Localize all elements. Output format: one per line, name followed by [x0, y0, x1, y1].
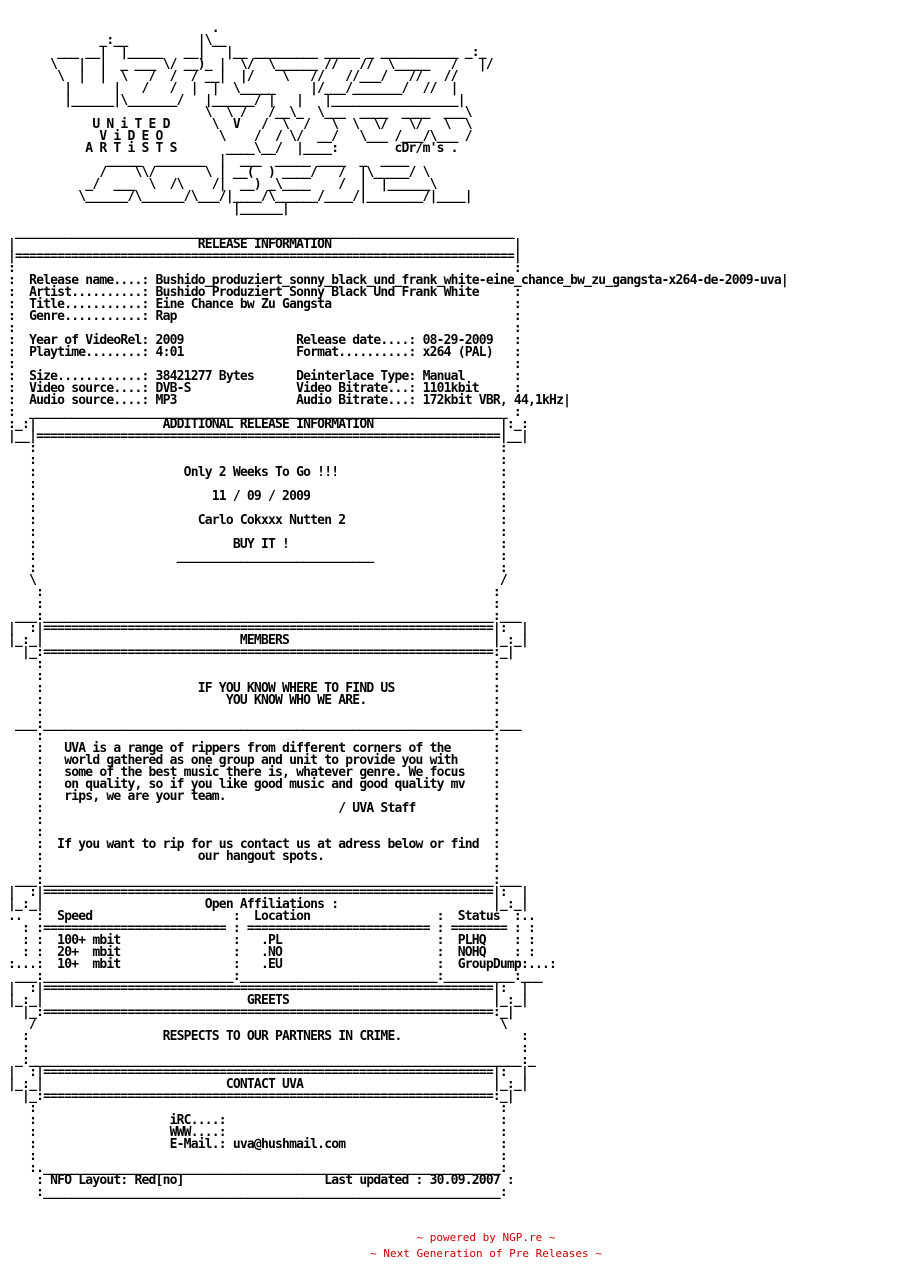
- nfo-line: |__|==================================================================|__|: [8, 429, 528, 444]
- nfo-line: : iRC....: :: [8, 1113, 507, 1128]
- nfo-line: : Carlo Cokxxx Nutten 2 :: [8, 513, 507, 528]
- nfo-line: : UVA is a range of rippers from different corners of the :: [8, 741, 500, 756]
- nfo-line: : :: [8, 453, 507, 468]
- nfo-line: ___ __| |_____ __| |__ _________ _____ _ ___________ _:_: [8, 45, 486, 60]
- nfo-line: |_:================================================================:_|: [8, 645, 514, 660]
- nfo-line: | :|================================================================|: |: [8, 885, 528, 900]
- nfo-line: : some of the best music there is, whatever genre. We focus :: [8, 765, 500, 780]
- nfo-line: : :: [8, 561, 507, 576]
- nfo-line: | :|================================================================|: |: [8, 1065, 528, 1080]
- nfo-line: : :: [8, 261, 521, 276]
- nfo-line: : Year of VideoRel: 2009 Release date....: 08-29-2009 :: [8, 333, 521, 348]
- nfo-line: ___:________________________________________________________________:___: [8, 717, 521, 732]
- nfo-line: : Only 2 Weeks To Go !!! :: [8, 465, 507, 480]
- nfo-line: : 11 / 09 / 2009 :: [8, 489, 507, 504]
- nfo-line: _/ ___ \ /\ /| __) _\____ / | |______\: [8, 177, 437, 192]
- nfo-line: : world gathered as one group and unit to provide you with :: [8, 753, 500, 768]
- nfo-line: : E-Mail.: uva@hushmail.com :: [8, 1137, 507, 1152]
- nfo-line: / \\/ \ | __( ) ____/ / |\_____/ \: [8, 165, 430, 180]
- nfo-line: : :: [8, 669, 500, 684]
- nfo-line: : :: [8, 1101, 507, 1116]
- nfo-line: / \: [8, 1017, 507, 1032]
- nfo-line: : :: [8, 861, 500, 876]
- nfo-line: : :: [8, 1041, 528, 1056]
- nfo-line: :...: 10+ mbit : .EU : GroupDump:...:: [8, 957, 557, 972]
- nfo-line: \ \ / /__\_ \___ ____ ____ ___\: [8, 105, 472, 120]
- nfo-line: : Artist..........: Bushido Produziert Sonny Black Und Frank White :: [8, 285, 521, 300]
- nfo-line: U N i T E D \ V / \ / \ \ \/ \/ \ \: [8, 117, 472, 132]
- nfo-line: \ | | \ / / / __| |/ \ // //___/ // //: [8, 69, 458, 84]
- nfo-line: : / UVA Staff :: [8, 801, 500, 816]
- nfo-line: .: [8, 21, 219, 36]
- nfo-line: ___:________________________________________________________________:___: [8, 873, 521, 888]
- nfo-line: : Release name....: Bushido_produziert_sonny_black_und_frank_white-eine_chance_bw_zu_gangsta-x264-de-2009-uva|: [8, 273, 788, 288]
- nfo-line: : RESPECTS TO OUR PARTNERS IN CRIME. :: [8, 1029, 528, 1044]
- nfo-line: : :: [8, 813, 500, 828]
- nfo-line: : our hangout spots. :: [8, 849, 500, 864]
- nfo-line: |______|: [8, 201, 290, 216]
- nfo-line: .. : Speed : Location : Status :..: [8, 909, 536, 924]
- nfo-line: : NFO Layout: Red[no] Last updated : 30.09.2007 :: [8, 1173, 514, 1188]
- nfo-line: :_________________________________________________________________:: [8, 1185, 507, 1200]
- nfo-line: : :: [8, 825, 500, 840]
- nfo-line: | :|================================================================|: |: [8, 981, 528, 996]
- nfo-line: : :: [8, 441, 507, 456]
- nfo-line: : Audio source....: MP3 Audio Bitrate...: 172kbit VBR, 44,1kHz|: [8, 393, 571, 408]
- nfo-line: : :: [8, 585, 500, 600]
- nfo-line: : on quality, so if you like good music and good quality mv :: [8, 777, 500, 792]
- nfo-line: : :: [8, 597, 500, 612]
- nfo-line: |______|\_______/ |______/ | | |__________________|: [8, 93, 465, 108]
- nfo-line: \______/\______/\___/|____/\______/____/|________/|____|: [8, 189, 472, 204]
- nfo-text: [8, 23, 788, 1199]
- nfo-line: : IF YOU KNOW WHERE TO FIND US :: [8, 681, 500, 696]
- nfo-line: : If you want to rip for us contact us at adress below or find :: [8, 837, 500, 852]
- footer-powered-by: ~ powered by NGP.re ~: [416, 1231, 556, 1244]
- nfo-line: V i D E O \ / / \/ __/ \___ /___/\___ /: [8, 129, 472, 144]
- nfo-line: : Size............: 38421277 Bytes Deinterlace Type: Manual :: [8, 369, 521, 384]
- nfo-line: : :: [8, 477, 507, 492]
- nfo-line: : :: [8, 501, 507, 516]
- nfo-line: |_:_| MEMBERS |_:_|: [8, 633, 528, 648]
- nfo-line: |=======================================================================|: [8, 249, 521, 264]
- nfo-line: : BUY IT ! :: [8, 537, 507, 552]
- nfo-line: : rips, we are your team. :: [8, 789, 500, 804]
- nfo-line: : YOU KNOW WHO WE ARE. :: [8, 693, 500, 708]
- nfo-line: : :: [8, 357, 521, 372]
- nfo-line: : Title...........: Eine Chance bw Zu Gangsta :: [8, 297, 521, 312]
- nfo-line: \ | | _ ___ \/ __)_ | \/ \______ // // \_____ / |/: [8, 57, 493, 72]
- nfo-line: : :========================== : ========================== : ======== : :: [8, 921, 536, 936]
- nfo-line: ___:___________________________:____________________________:__________:___: [8, 969, 543, 984]
- nfo-line: \ /: [8, 573, 507, 588]
- nfo-line: _:______________________________________________________________________:_: [8, 1053, 536, 1068]
- nfo-line: : :: [8, 729, 500, 744]
- nfo-line: : : 100+ mbit : .PL : PLHQ : :: [8, 933, 536, 948]
- nfo-line: : :: [8, 321, 521, 336]
- nfo-line: | :|================================================================|: |: [8, 621, 528, 636]
- nfo-line: : :: [8, 705, 500, 720]
- nfo-line: : Genre...........: Rap :: [8, 309, 521, 324]
- nfo-line: |_:_| CONTACT UVA |_:_|: [8, 1077, 528, 1092]
- nfo-line: _:__ |\__: [8, 33, 226, 48]
- nfo-line: : ____________________________ :: [8, 549, 507, 564]
- nfo-line: |_:================================================================:_|: [8, 1005, 514, 1020]
- nfo-line: : :: [8, 1149, 507, 1164]
- footer: [0, 1230, 912, 1262]
- nfo-line: : :: [8, 657, 500, 672]
- nfo-line: | | / / | | \_____ |/___/_______/ // |: [8, 81, 458, 96]
- nfo-line: : : 20+ mbit : .NO : NOHQ : :: [8, 945, 536, 960]
- nfo-line: : Video source....: DVB-S Video Bitrate...: 1101kbit :: [8, 381, 521, 396]
- nfo-line: :_:| ADDITIONAL RELEASE INFORMATION |:_:: [8, 417, 528, 432]
- nfo-line: : :: [8, 525, 507, 540]
- nfo-line: |_:_| Open Affiliations : |_:_|: [8, 897, 528, 912]
- footer-tagline: ~ Next Generation of Pre Releases ~: [370, 1247, 602, 1260]
- nfo-line: : Playtime........: 4:01 Format..........: x264 (PAL) :: [8, 345, 521, 360]
- nfo-line: |_:================================================================:_|: [8, 1089, 514, 1104]
- nfo-line: :._________________________________________________________________:: [8, 1161, 507, 1176]
- nfo-line: : WWW....: :: [8, 1125, 507, 1140]
- nfo-line: |_:_| GREETS |_:_|: [8, 993, 528, 1008]
- nfo-line: _____ _______ | ___ _____ ____ _ ____: [8, 153, 409, 168]
- nfo-line: : ____________________________________________________________________ :: [8, 405, 521, 420]
- nfo-line: ___:________________________________________________________________:___: [8, 609, 521, 624]
- nfo-line: | RELEASE INFORMATION |: [8, 237, 521, 252]
- nfo-line: A R T i S T S ____\__/ |____: cDr/m's .: [8, 141, 458, 156]
- nfo-line: _______________________________________________________________________: [8, 225, 514, 240]
